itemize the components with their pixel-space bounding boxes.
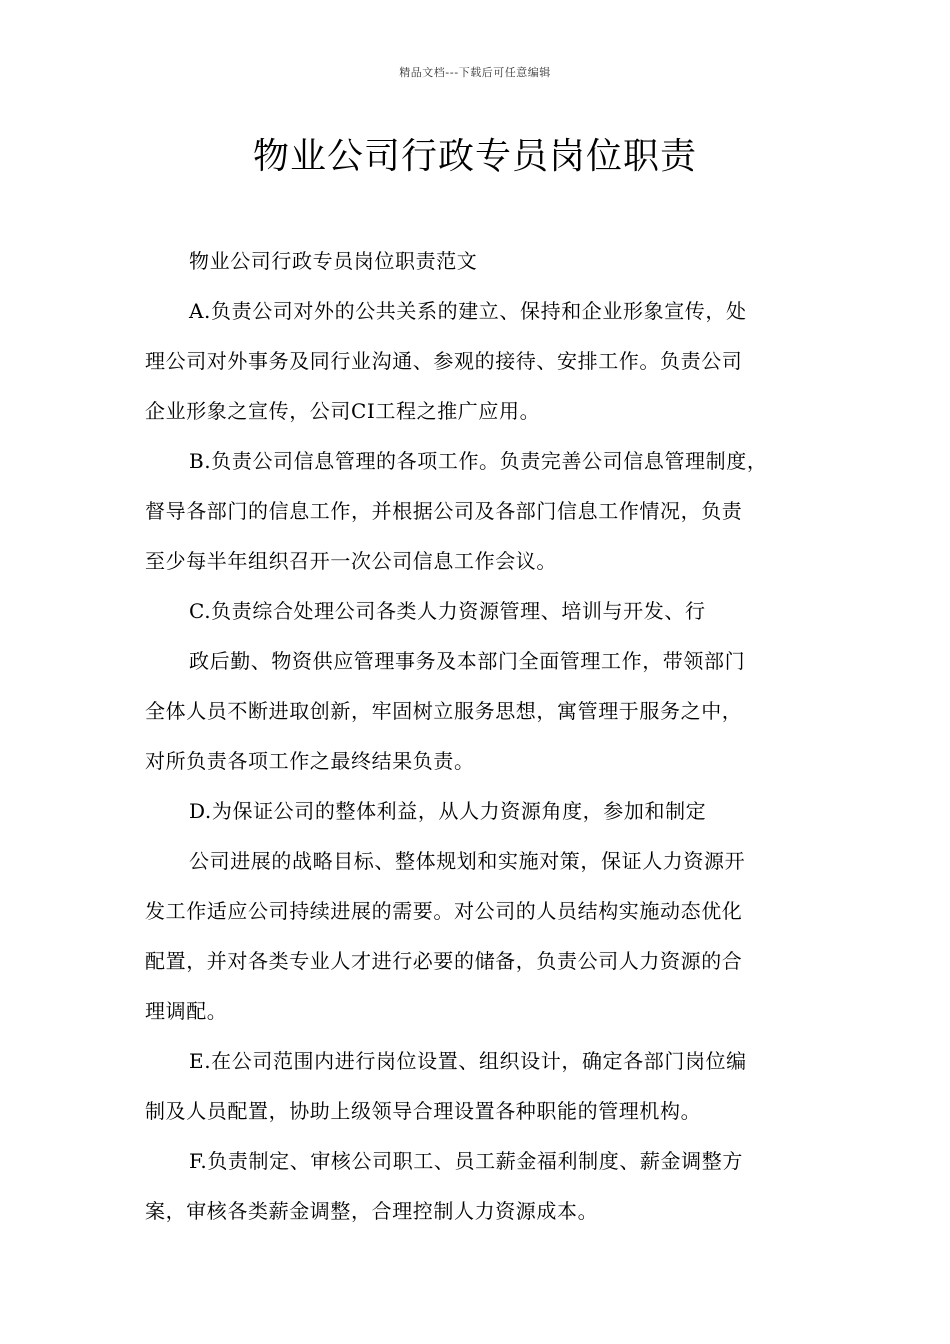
body-line: 理调配。: [145, 999, 228, 1023]
body-line: 制及人员配置，协助上级领导合理设置各种职能的管理机构。: [145, 1099, 702, 1123]
body-line: 案，审核各类薪金调整，合理控制人力资源成本。: [145, 1199, 599, 1223]
body-line: 发工作适应公司持续进展的需要。对公司的人员结构实施动态优化: [145, 899, 743, 923]
body-line: A.负责公司对外的公共关系的建立、保持和企业形象宣传，处: [189, 299, 747, 323]
body-line: 全体人员不断进取创新，牢固树立服务思想，寓管理于服务之中，: [145, 699, 743, 723]
body-line: 政后勤、物资供应管理事务及本部门全面管理工作，带领部门: [189, 649, 746, 673]
body-line: 配置，并对各类专业人才进行必要的储备，负责公司人力资源的合: [145, 949, 743, 973]
header-note: 精品文档---下载后可任意编辑: [399, 66, 551, 79]
body-line: D.为保证公司的整体利益，从人力资源角度，参加和制定: [189, 799, 707, 823]
body-line: F.负责制定、审核公司职工、员工薪金福利制度、薪金调整方: [189, 1149, 743, 1173]
body-line: 企业形象之宣传，公司CI工程之推广应用。: [145, 399, 541, 423]
body-line: B.负责公司信息管理的各项工作。负责完善公司信息管理制度，: [189, 449, 768, 473]
body-line: 至少每半年组织召开一次公司信息工作会议。: [145, 549, 557, 573]
body-line: 物业公司行政专员岗位职责范文: [189, 249, 478, 273]
body-line: 理公司对外事务及同行业沟通、参观的接待、安排工作。负责公司: [145, 349, 743, 373]
body-line: C.负责综合处理公司各类人力资源管理、培训与开发、行: [189, 599, 706, 623]
body-line: 公司进展的战略目标、整体规划和实施对策，保证人力资源开: [189, 849, 746, 873]
body-line: 督导各部门的信息工作，并根据公司及各部门信息工作情况，负责: [145, 499, 743, 523]
body-line: 对所负责各项工作之最终结果负责。: [145, 749, 475, 773]
body-line: E.在公司范围内进行岗位设置、组织设计，确定各部门岗位编: [189, 1049, 747, 1073]
document-body: [145, 236, 825, 1236]
document-title: 物业公司行政专员岗位职责: [252, 136, 697, 177]
